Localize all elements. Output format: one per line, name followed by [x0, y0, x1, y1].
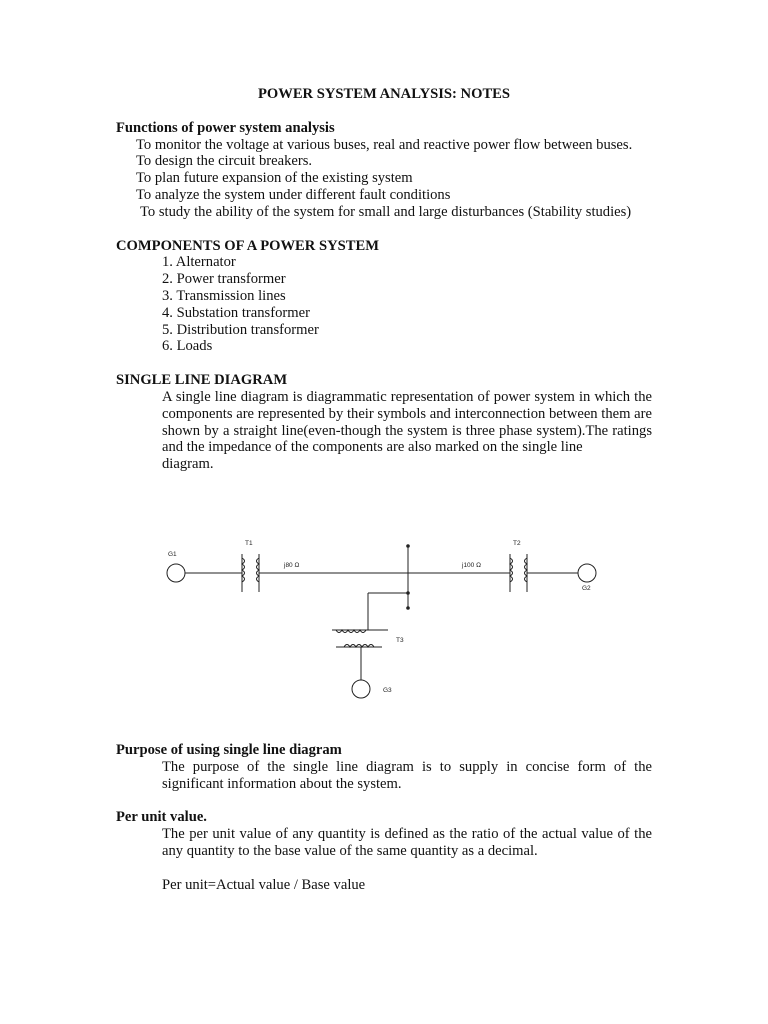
sld-paragraph-end: diagram.	[162, 456, 214, 473]
list-item: 3. Transmission lines	[162, 287, 286, 304]
components-list	[116, 254, 652, 355]
components-heading: COMPONENTS OF A POWER SYSTEM	[116, 237, 379, 254]
document-page-lower	[116, 742, 652, 894]
label-g2: G2	[582, 585, 591, 592]
function-item: To plan future expansion of the existing system	[136, 170, 413, 187]
single-line-diagram	[156, 532, 608, 704]
purpose-heading: Purpose of using single line diagram	[116, 742, 342, 758]
label-g3: G3	[383, 687, 392, 694]
per-unit-paragraph: The per unit value of any quantity is defined as the ratio of the actual value of the any quantity to the base value of the same quantity as a decimal.	[162, 826, 652, 859]
function-item: To design the circuit breakers.	[136, 153, 313, 170]
label-z2: j100 Ω	[462, 562, 481, 569]
list-item: 1. Alternator	[162, 254, 236, 271]
page-title: POWER SYSTEM ANALYSIS: NOTES	[257, 86, 511, 102]
list-item: 2. Power transformer	[162, 271, 286, 288]
generator-g3-symbol	[352, 680, 370, 698]
generator-g2-symbol	[578, 564, 596, 582]
label-z1: j80 Ω	[284, 562, 300, 569]
purpose-paragraph: The purpose of the single line diagram is to supply in concise form of the significant information about the system.	[162, 758, 652, 792]
label-g1: G1	[168, 551, 177, 558]
generator-g1-symbol	[167, 564, 185, 582]
single-line-diagram-svg	[156, 532, 608, 704]
label-t3: T3	[396, 637, 404, 644]
sld-paragraph: A single line diagram is diagrammatic representation of power system in which the components are represented by their symbols and interconnection between them are shown by a straight line(even-though the system is three phase system).The ratings and the impedance of the components are also marked on the single line	[162, 388, 652, 456]
function-item: To study the ability of the system for small and large disturbances (Stability studies)	[140, 203, 632, 220]
document-page	[116, 86, 652, 473]
function-item: To analyze the system under different fault conditions	[136, 186, 451, 203]
list-item: 5. Distribution transformer	[162, 321, 319, 338]
sld-heading: SINGLE LINE DIAGRAM	[116, 372, 288, 389]
label-t1: T1	[245, 540, 253, 547]
list-item: 4. Substation transformer	[162, 304, 310, 321]
per-unit-formula: Per unit=Actual value / Base value	[162, 876, 366, 893]
functions-heading: Functions of power system analysis	[116, 119, 335, 136]
list-item: 6. Loads	[162, 338, 213, 355]
label-t2: T2	[513, 540, 521, 547]
per-unit-heading: Per unit value.	[116, 809, 207, 826]
function-item: To monitor the voltage at various buses, real and reactive power flow between buses.	[136, 136, 633, 153]
